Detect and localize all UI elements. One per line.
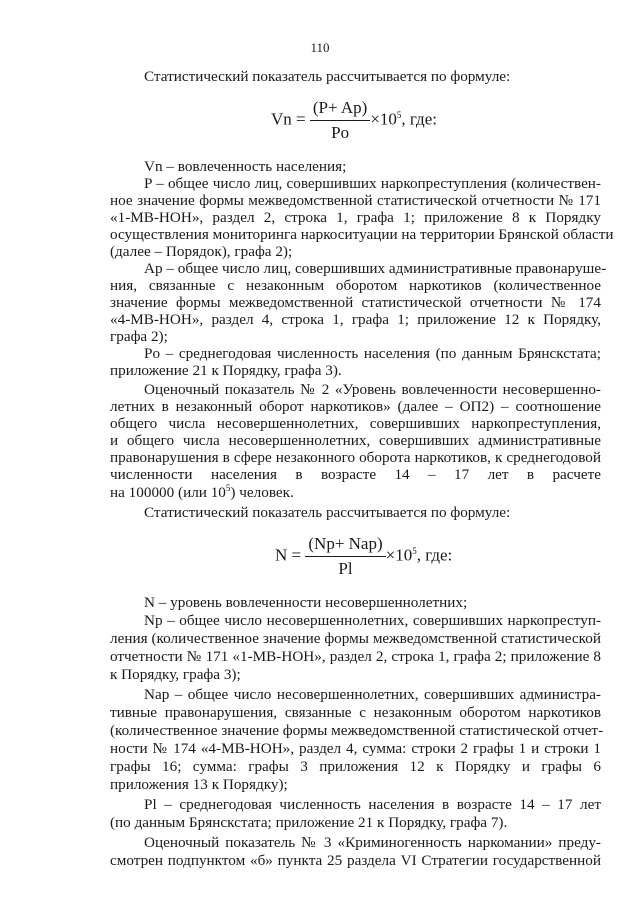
formula-vn-denominator: Po — [331, 123, 350, 142]
definition-n-line: Pl – среднегодовая численность населения в возрасте 14 – 17 лет — [144, 796, 601, 813]
definition-n-line: графы 16; сумма: графы 3 приложения 12 к Порядку и графы 6 — [110, 758, 601, 775]
definition-n-line: Nap – общее число несовершеннолетних, совершивших администра- — [144, 686, 601, 703]
definition-vn-line: правонарушения в сфере незаконного оборота наркотиков, к среднегодовой — [110, 449, 601, 466]
formula-vn-numerator: (P+ Ap) — [310, 98, 370, 121]
formula-n-lhs: N = — [275, 545, 302, 565]
definition-vn-line: общего числа несовершеннолетних, совершивших наркопреступления, — [110, 415, 601, 432]
per-100000-line — [110, 484, 294, 503]
formula-n-times: ×10 — [385, 545, 413, 565]
formula-intro-1: Статистический показатель рассчитывается по формуле: — [144, 68, 511, 85]
definition-vn-line: и общего числа несовершеннолетних, совершивших административные — [110, 432, 601, 449]
per-line-exponent: 5 — [225, 483, 231, 493]
definition-vn-line: значение формы межведомственной статистической отчетности № 174 — [110, 294, 601, 311]
formula-vn-tail: , где: — [401, 109, 437, 129]
per-line-tail: ) человек. — [230, 484, 294, 501]
formula-n-denominator: Pl — [338, 559, 353, 578]
definition-vn-line: Ap – общее число лиц, совершивших административные правонаруше- — [144, 260, 607, 277]
per-line-text: на 100000 (или 10 — [110, 484, 226, 501]
definition-vn-line: Vn – вовлеченность населения; — [144, 158, 347, 175]
formula-vn-exponent: 5 — [396, 110, 402, 121]
definition-vn-line: летних в незаконный оборот наркотиков» (далее – ОП2) – соотношение — [110, 398, 601, 415]
formula-vn-times: ×10 — [370, 109, 397, 129]
definition-n-line: ности № 174 «4-МВ-НОН», раздел 4, сумма: строки 2 графы 1 и строки 1 — [110, 740, 601, 757]
formula-n-numerator: (Np+ Nap) — [305, 534, 385, 557]
definition-n-line: (по данным Брянскстата; приложение 21 к Порядку, графа 7). — [110, 814, 508, 831]
definition-n-line: к Порядку, графа 3); — [110, 666, 241, 683]
definition-n-line: Оценочный показатель № 3 «Криминогенность наркомании» преду- — [144, 834, 601, 851]
formula-n-exponent: 5 — [412, 546, 417, 557]
definition-vn-line: ния, связанные с незаконным оборотом наркотиков (количественное — [110, 277, 601, 294]
definition-vn-line: (далее – Порядок), графа 2); — [110, 243, 293, 260]
formula-intro-2: Статистический показатель рассчитывается по формуле: — [144, 504, 511, 521]
page-number: 110 — [310, 40, 330, 55]
definition-vn-line: приложение 21 к Порядку, графа 3). — [110, 362, 342, 379]
definition-vn-line: «4-МВ-НОН», раздел 4, строка 1, графа 1; приложение 12 к Порядку, — [110, 311, 601, 328]
definition-vn-line: осуществления мониторинга наркоситуации на территории Брянской области — [110, 226, 614, 243]
formula-n-tail: , где: — [416, 545, 453, 565]
definition-vn-line: «1-МВ-НОН», раздел 2, строка 1, графа 1; приложение 8 к Порядку — [110, 209, 601, 226]
definition-vn-line: графа 2); — [110, 328, 168, 345]
definition-n-line: приложения 13 к Порядку); — [110, 776, 288, 793]
formula-vn-fraction — [310, 98, 370, 143]
definition-vn-line: Po – среднегодовая численность населения (по данным Брянскстата; — [144, 345, 601, 362]
definition-vn-line: численности населения в возрасте 14 – 17 лет в расчете — [110, 466, 601, 483]
formula-vn-lhs: Vn = — [271, 109, 306, 129]
definition-vn-line: P – общее число лиц, совершивших наркопреступления (количествен- — [144, 175, 601, 192]
definition-vn-line: Оценочный показатель № 2 «Уровень вовлеченности несовершенно- — [144, 381, 601, 398]
definition-n-line: тивные правонарушения, связанные с незаконным оборотом наркотиков — [110, 704, 601, 721]
definition-vn-line: ное значение формы межведомственной статистической отчетности № 171 — [110, 192, 601, 209]
formula-n-fraction — [305, 534, 385, 579]
definition-n-line: (количественное значение формы межведомственной статистической отчет- — [110, 722, 604, 739]
definition-n-line: отчетности № 171 «1-МВ-НОН», раздел 2, строка 1, графа 2; приложение 8 — [110, 648, 601, 665]
definition-n-line: смотрен подпунктом «б» пункта 25 раздела VI Стратегии государственной — [110, 852, 601, 869]
definition-n-line: N – уровень вовлеченности несовершеннолетних; — [144, 594, 468, 611]
definition-n-line: ления (количественное значение формы межведомственной статистической — [110, 630, 601, 647]
formula-vn — [271, 98, 437, 143]
definition-n-line: Np – общее число несовершеннолетних, совершивших наркопреступ- — [144, 612, 601, 629]
formula-n — [275, 534, 452, 579]
